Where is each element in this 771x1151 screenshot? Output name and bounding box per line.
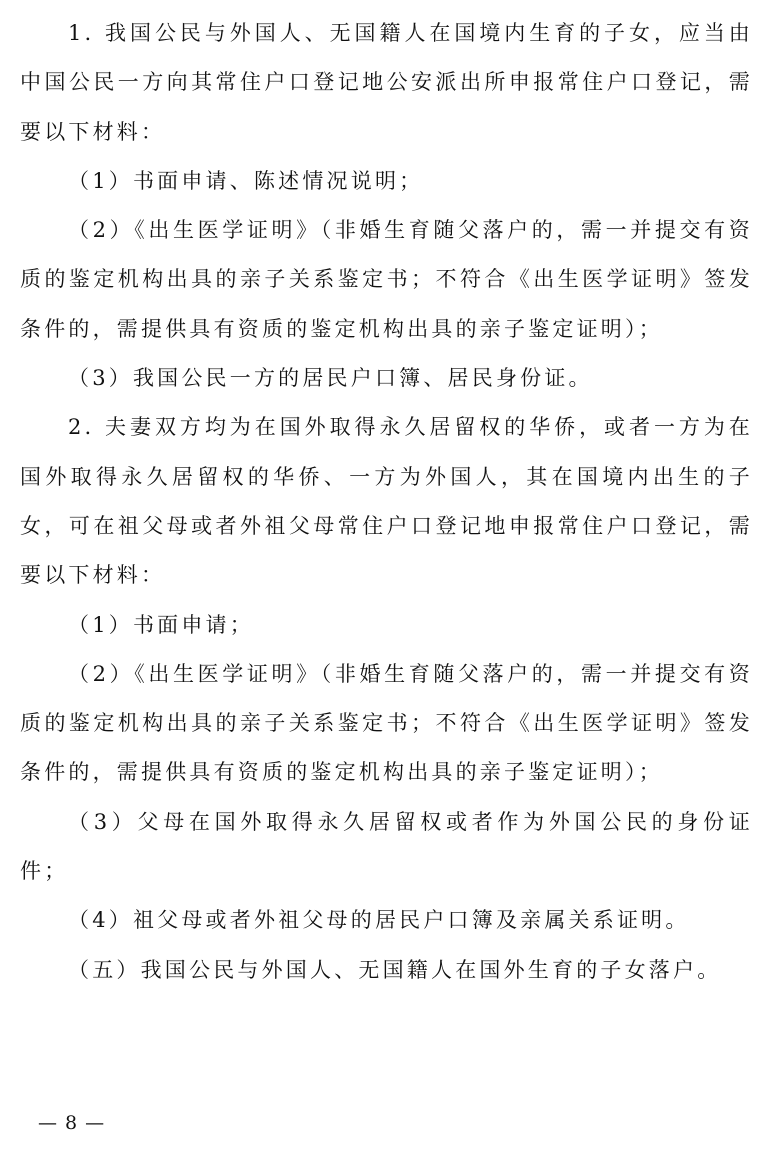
paragraph-item-1-intro: 1. 我国公民与外国人、无国籍人在国境内生育的子女，应当由中国公民一方向其常住户口登记地公安派出所申报常住户口登记，需要以下材料： — [20, 21, 753, 144]
paragraph-item-2-material-4: （4）祖父母或者外祖父母的居民户口簿及亲属关系证明。 — [68, 908, 690, 933]
paragraph-item-2-material-1: （1）书面申请； — [68, 612, 254, 637]
paragraph-item-1-material-1: （1）书面申请、陈述情况说明； — [68, 168, 424, 193]
section-heading-5: （五）我国公民与外国人、无国籍人在国外生育的子女落户。 — [68, 957, 722, 982]
paragraph-item-1-material-2: （2）《出生医学证明》（非婚生育随父落户的，需一并提交有资质的鉴定机构出具的亲子关系鉴定书；不符合《出生医学证明》签发条件的，需提供具有资质的鉴定机构出具的亲子鉴定证明）； — [20, 218, 753, 341]
paragraph-item-2-material-2: （2）《出生医学证明》（非婚生育随父落户的，需一并提交有资质的鉴定机构出具的亲子关系鉴定书；不符合《出生医学证明》签发条件的，需提供具有资质的鉴定机构出具的亲子鉴定证明）； — [20, 661, 753, 785]
paragraph-item-2-material-3: （3）父母在国外取得永久居留权或者作为外国公民的身份证件； — [20, 809, 753, 884]
document-body — [20, 9, 753, 995]
paragraph-item-1-material-3: （3）我国公民一方的居民户口簿、居民身份证。 — [68, 366, 593, 391]
paragraph-item-2-intro: 2. 夫妻双方均为在国外取得永久居留权的华侨，或者一方为在国外取得永久居留权的华侨、一方为外国人，其在国境内出生的子女，可在祖父母或者外祖父母常住户口登记地申报常住户口登记，需要以下材料： — [20, 415, 753, 588]
page-number: — 8 — — [38, 1112, 106, 1134]
